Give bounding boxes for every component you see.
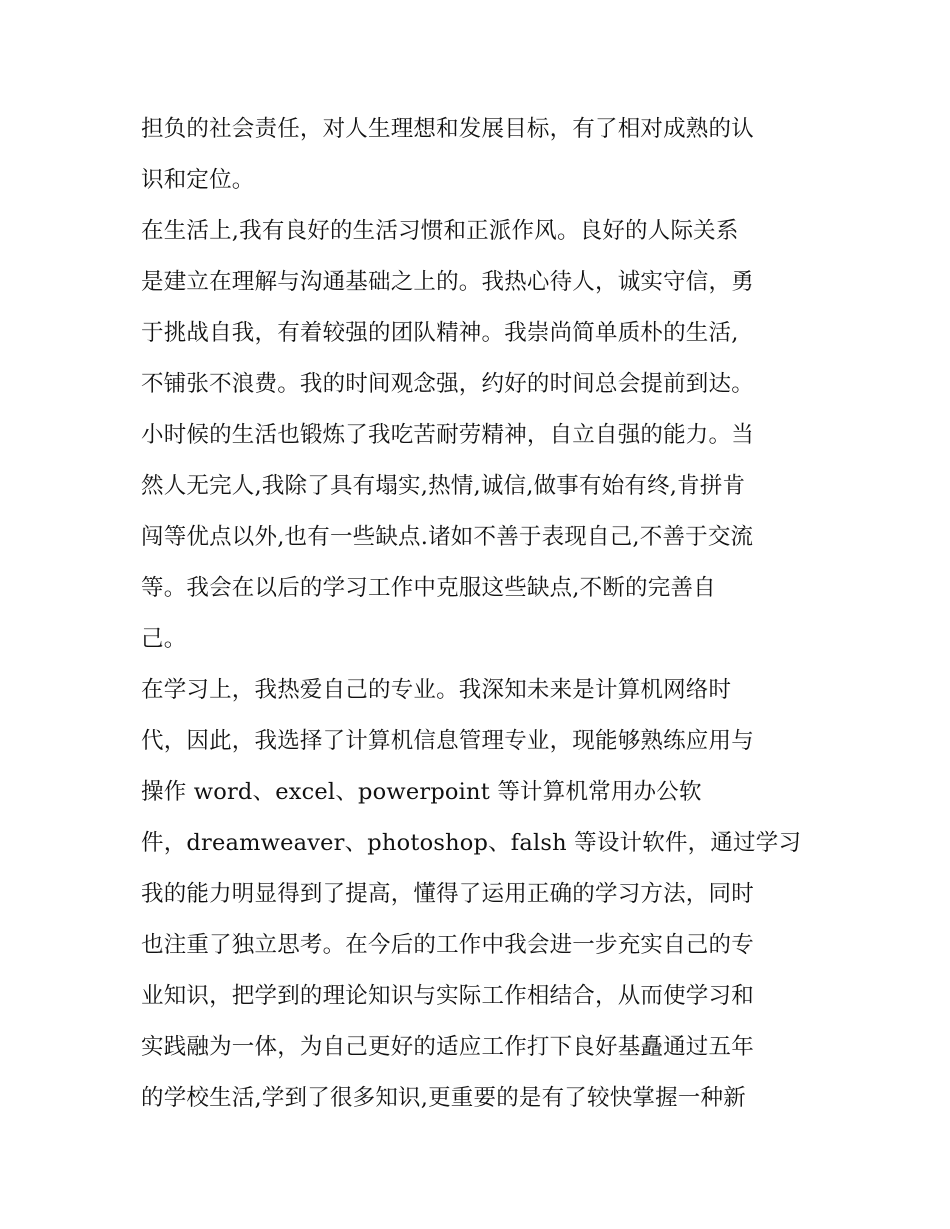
- text-line: 业知识，把学到的理论知识与实际工作相结合，从而使学习和: [141, 983, 754, 1009]
- text-line: 闯等优点以外,也有一些缺点.诸如不善于表现自己,不善于交流: [141, 524, 754, 550]
- text-line: 在学习上，我热爱自己的专业。我深知未来是计算机网络时: [141, 677, 732, 703]
- text-line: 实践融为一体，为自己更好的适应工作打下良好基矗通过五年: [141, 1034, 754, 1060]
- text-line: 也注重了独立思考。在今后的工作中我会进一步充实自己的专: [141, 932, 754, 958]
- text-line: 是建立在理解与沟通基础之上的。我热心待人，诚实守信，勇: [141, 269, 754, 295]
- text-line: 我的能力明显得到了提高，懂得了运用正确的学习方法，同时: [141, 881, 754, 907]
- body-text: [141, 104, 821, 1124]
- text-line: 件，dreamweaver、photoshop、falsh 等设计软件，通过学习: [141, 830, 802, 856]
- text-line: 操作 word、excel、powerpoint 等计算机常用办公软: [141, 779, 702, 805]
- text-line: 于挑战自我，有着较强的团队精神。我崇尚简单质朴的生活,: [141, 320, 739, 346]
- text-line: 担负的社会责任，对人生理想和发展目标，有了相对成熟的认: [141, 116, 754, 142]
- text-line: 的学校生活,学到了很多知识,更重要的是有了较快掌握一种新: [141, 1085, 746, 1111]
- text-line: 不铺张不浪费。我的时间观念强，约好的时间总会提前到达。: [141, 371, 754, 397]
- text-line: 在生活上,我有良好的生活习惯和正派作风。良好的人际关系: [141, 218, 739, 244]
- text-line: 代，因此，我选择了计算机信息管理专业，现能够熟练应用与: [141, 728, 754, 754]
- text-line: 然人无完人,我除了具有塌实,热情,诚信,做事有始有终,肯拼肯: [141, 473, 746, 499]
- text-line: 小时候的生活也锻炼了我吃苦耐劳精神，自立自强的能力。当: [141, 422, 754, 448]
- text-line: 识和定位。: [141, 167, 255, 193]
- text-line: 等。我会在以后的学习工作中克服这些缺点,不断的完善自: [141, 575, 716, 601]
- text-line: 己。: [141, 626, 187, 652]
